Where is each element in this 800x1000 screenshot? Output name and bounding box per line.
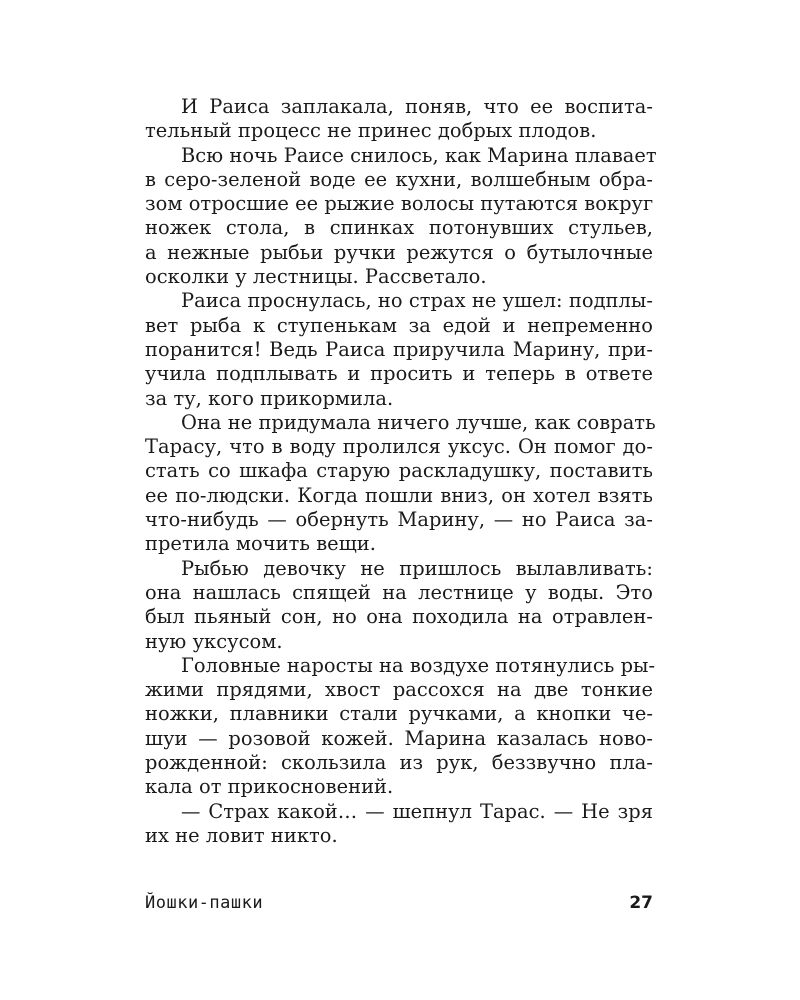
- text-line: — Страх какой… — шепнул Тарас. — Не зря: [181, 799, 653, 823]
- text-line: зом отросшие ее рыжие волосы путаются вокруг: [145, 192, 654, 216]
- text-line: шуи — розовой кожей. Марина казалась ново-: [145, 726, 653, 750]
- paragraph: [145, 95, 653, 144]
- paragraph: [145, 143, 657, 290]
- text-line: Головные наросты на воздухе потянулись ры-: [181, 653, 656, 677]
- text-line: в серо-зеленой воде ее кухни, волшебным обра-: [145, 167, 653, 191]
- text-line: Рыбью девочку не пришлось вылавливать:: [181, 556, 653, 580]
- text-line: стать со шкафа старую раскладушку, поставить: [145, 459, 653, 483]
- text-line: ножек стола, в спинках потонувших стульев,: [145, 216, 653, 240]
- text-line: жими прядями, хвост рассохся на две тонкие: [145, 678, 653, 702]
- body-text: [145, 95, 657, 848]
- text-line: И Раиса заплакала, поняв, что ее воспита-: [181, 95, 653, 118]
- paragraph: [145, 653, 656, 800]
- text-line: ную уксусом.: [145, 629, 283, 653]
- paragraph: [145, 557, 653, 654]
- text-line: а нежные рыбьи ручки режутся о бутылочные: [145, 240, 653, 264]
- text-line: был пьяный сон, но она походила на отравлен-: [145, 605, 653, 629]
- text-line: рожденной: скользила из рук, беззвучно пла-: [145, 751, 653, 775]
- text-line: ножки, плавники стали ручками, а кнопки че-: [145, 702, 653, 726]
- text-line: за ту, кого прикормила.: [145, 386, 394, 410]
- text-line: Тарасу, что в воду пролился уксус. Он помог до-: [145, 435, 653, 459]
- text-line: вет рыба к ступенькам за едой и непременно: [145, 313, 653, 337]
- text-line: поранится! Ведь Раиса приручила Марину, при-: [145, 337, 653, 361]
- text-line: учила подплывать и просить и теперь в ответе: [145, 362, 653, 386]
- text-line: она нашлась спящей на лестнице у воды. Это: [145, 580, 653, 604]
- paragraph: [145, 410, 656, 557]
- text-line: тельный процесс не принес добрых плодов.: [145, 119, 597, 143]
- text-line: Раиса проснулась, но страх не ушел: подплы-: [181, 289, 653, 313]
- paragraph: [145, 800, 653, 849]
- page-number: 27: [629, 893, 653, 913]
- text-line: осколки у лестницы. Рассветало.: [145, 265, 487, 289]
- text-line: ее по-людски. Когда пошли вниз, он хотел взять: [145, 483, 653, 507]
- paragraph: [145, 289, 653, 410]
- text-line: их не ловит никто.: [145, 823, 338, 847]
- text-line: Она не придумала ничего лучше, как соврать: [181, 410, 656, 434]
- running-title: Йошки-пашки: [145, 893, 264, 913]
- text-line: претила мочить вещи.: [145, 532, 376, 556]
- text-line: кала от прикосновений.: [145, 775, 394, 799]
- text-line: что-нибудь — обернуть Марину, — но Раиса за-: [145, 508, 653, 532]
- text-line: Всю ночь Раисе снилось, как Марина плавает: [181, 143, 657, 167]
